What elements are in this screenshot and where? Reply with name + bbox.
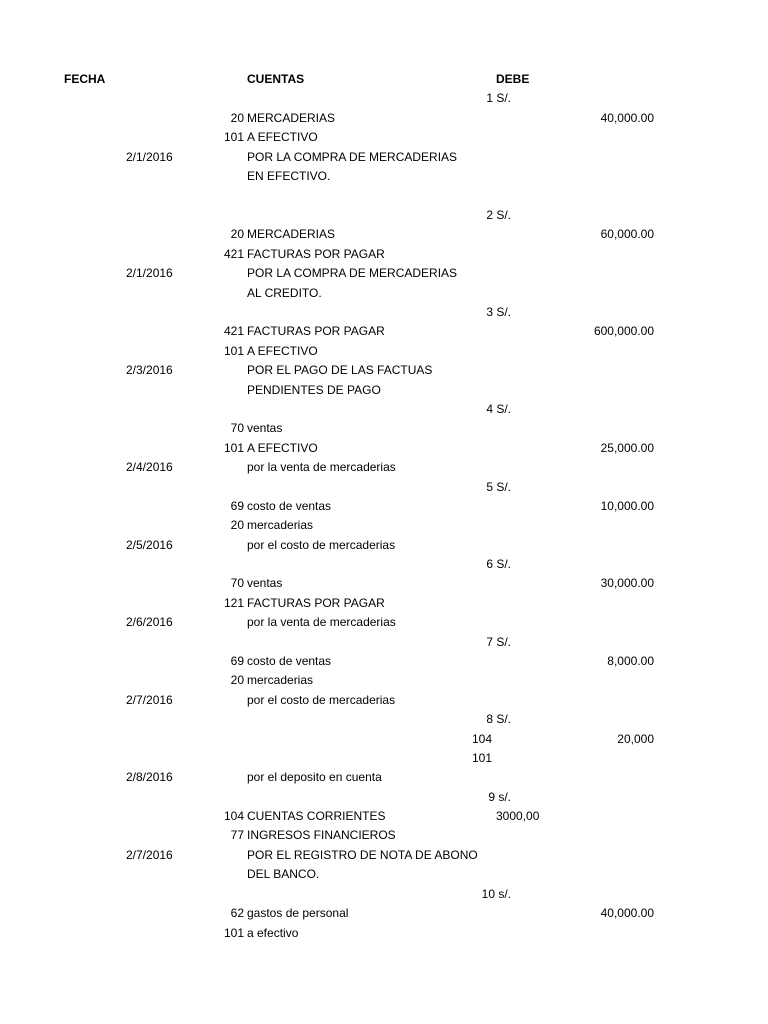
debit-amount: 60,000.00 bbox=[600, 227, 654, 241]
entry-number: 5 S/. bbox=[486, 480, 511, 494]
entry-number: 8 S/. bbox=[486, 712, 511, 726]
entry-date: 2/3/2016 bbox=[126, 363, 173, 377]
account-name: FACTURAS POR PAGAR bbox=[247, 324, 385, 338]
entry-date: 2/7/2016 bbox=[126, 693, 173, 707]
entry-number: 3 S/. bbox=[486, 305, 511, 319]
entry-date: 2/1/2016 bbox=[126, 266, 173, 280]
account-name: FACTURAS POR PAGAR bbox=[247, 247, 385, 261]
account-code: 101 bbox=[223, 344, 244, 358]
entry-description: por la venta de mercaderias bbox=[247, 460, 396, 474]
account-code: 104 bbox=[472, 732, 493, 746]
account-code: 101 bbox=[472, 751, 493, 765]
account-code: 70 bbox=[230, 576, 244, 590]
debit-amount: 3000,00 bbox=[496, 809, 540, 823]
entry-number: 10 s/. bbox=[481, 887, 511, 901]
entry-description: por la venta de mercaderias bbox=[247, 615, 396, 629]
entry-description: PENDIENTES DE PAGO bbox=[247, 383, 381, 397]
entry-number: 9 s/. bbox=[488, 790, 511, 804]
account-name: MERCADERIAS bbox=[247, 111, 336, 125]
debit-amount: 600,000.00 bbox=[593, 324, 654, 338]
entry-number: 6 S/. bbox=[486, 557, 511, 571]
account-code: 77 bbox=[230, 828, 244, 842]
account-code: 20 bbox=[230, 518, 244, 532]
header-debe: DEBE bbox=[496, 72, 530, 86]
account-name: ventas bbox=[247, 421, 283, 435]
debit-amount: 20,000 bbox=[617, 732, 654, 746]
account-code: 121 bbox=[223, 596, 244, 610]
entry-description: por el costo de mercaderias bbox=[247, 538, 396, 552]
entry-number: 2 S/. bbox=[486, 208, 511, 222]
account-name: costo de ventas bbox=[247, 499, 332, 513]
account-code: 421 bbox=[223, 247, 244, 261]
account-code: 70 bbox=[230, 421, 244, 435]
account-name: A EFECTIVO bbox=[247, 441, 318, 455]
account-code: 20 bbox=[230, 227, 244, 241]
debit-amount: 30,000.00 bbox=[600, 576, 654, 590]
account-name: a efectivo bbox=[247, 926, 299, 940]
entry-number: 7 S/. bbox=[486, 635, 511, 649]
debit-amount: 10,000.00 bbox=[600, 499, 654, 513]
account-code: 101 bbox=[223, 926, 244, 940]
account-code: 20 bbox=[230, 673, 244, 687]
account-code: 62 bbox=[230, 906, 244, 920]
account-name: gastos de personal bbox=[247, 906, 349, 920]
debit-amount: 40,000.00 bbox=[600, 906, 654, 920]
account-code: 69 bbox=[230, 499, 244, 513]
account-name: INGRESOS FINANCIEROS bbox=[247, 828, 396, 842]
account-name: ventas bbox=[247, 576, 283, 590]
account-code: 101 bbox=[223, 441, 244, 455]
entry-description: POR EL REGISTRO DE NOTA DE ABONO bbox=[247, 848, 478, 862]
header-fecha: FECHA bbox=[64, 72, 106, 86]
account-name: MERCADERIAS bbox=[247, 227, 336, 241]
entry-date: 2/8/2016 bbox=[126, 770, 173, 784]
account-name: mercaderias bbox=[247, 518, 314, 532]
account-code: 20 bbox=[230, 111, 244, 125]
entry-description: AL CREDITO. bbox=[247, 286, 322, 300]
account-name: FACTURAS POR PAGAR bbox=[247, 596, 385, 610]
entry-date: 2/6/2016 bbox=[126, 615, 173, 629]
account-code: 421 bbox=[223, 324, 244, 338]
account-name: A EFECTIVO bbox=[247, 344, 318, 358]
entry-number: 4 S/. bbox=[486, 402, 511, 416]
entry-date: 2/5/2016 bbox=[126, 538, 173, 552]
entry-date: 2/7/2016 bbox=[126, 848, 173, 862]
account-code: 104 bbox=[223, 809, 244, 823]
entry-description: por el costo de mercaderias bbox=[247, 693, 396, 707]
account-name: CUENTAS CORRIENTES bbox=[247, 809, 386, 823]
debit-amount: 25,000.00 bbox=[600, 441, 654, 455]
entry-description: DEL BANCO. bbox=[247, 867, 320, 881]
entry-description: por el deposito en cuenta bbox=[247, 770, 382, 784]
entry-number: 1 S/. bbox=[486, 91, 511, 105]
debit-amount: 40,000.00 bbox=[600, 111, 654, 125]
entry-description: POR LA COMPRA DE MERCADERIAS bbox=[247, 266, 458, 280]
debit-amount: 8,000.00 bbox=[607, 654, 654, 668]
header-cuentas: CUENTAS bbox=[247, 72, 305, 86]
entry-description: POR EL PAGO DE LAS FACTUAS bbox=[247, 363, 433, 377]
entry-date: 2/1/2016 bbox=[126, 150, 173, 164]
entry-date: 2/4/2016 bbox=[126, 460, 173, 474]
account-name: costo de ventas bbox=[247, 654, 332, 668]
account-code: 69 bbox=[230, 654, 244, 668]
account-name: mercaderias bbox=[247, 673, 314, 687]
entry-description: POR LA COMPRA DE MERCADERIAS bbox=[247, 150, 458, 164]
account-code: 101 bbox=[223, 130, 244, 144]
account-name: A EFECTIVO bbox=[247, 130, 318, 144]
entry-description: EN EFECTIVO. bbox=[247, 169, 331, 183]
